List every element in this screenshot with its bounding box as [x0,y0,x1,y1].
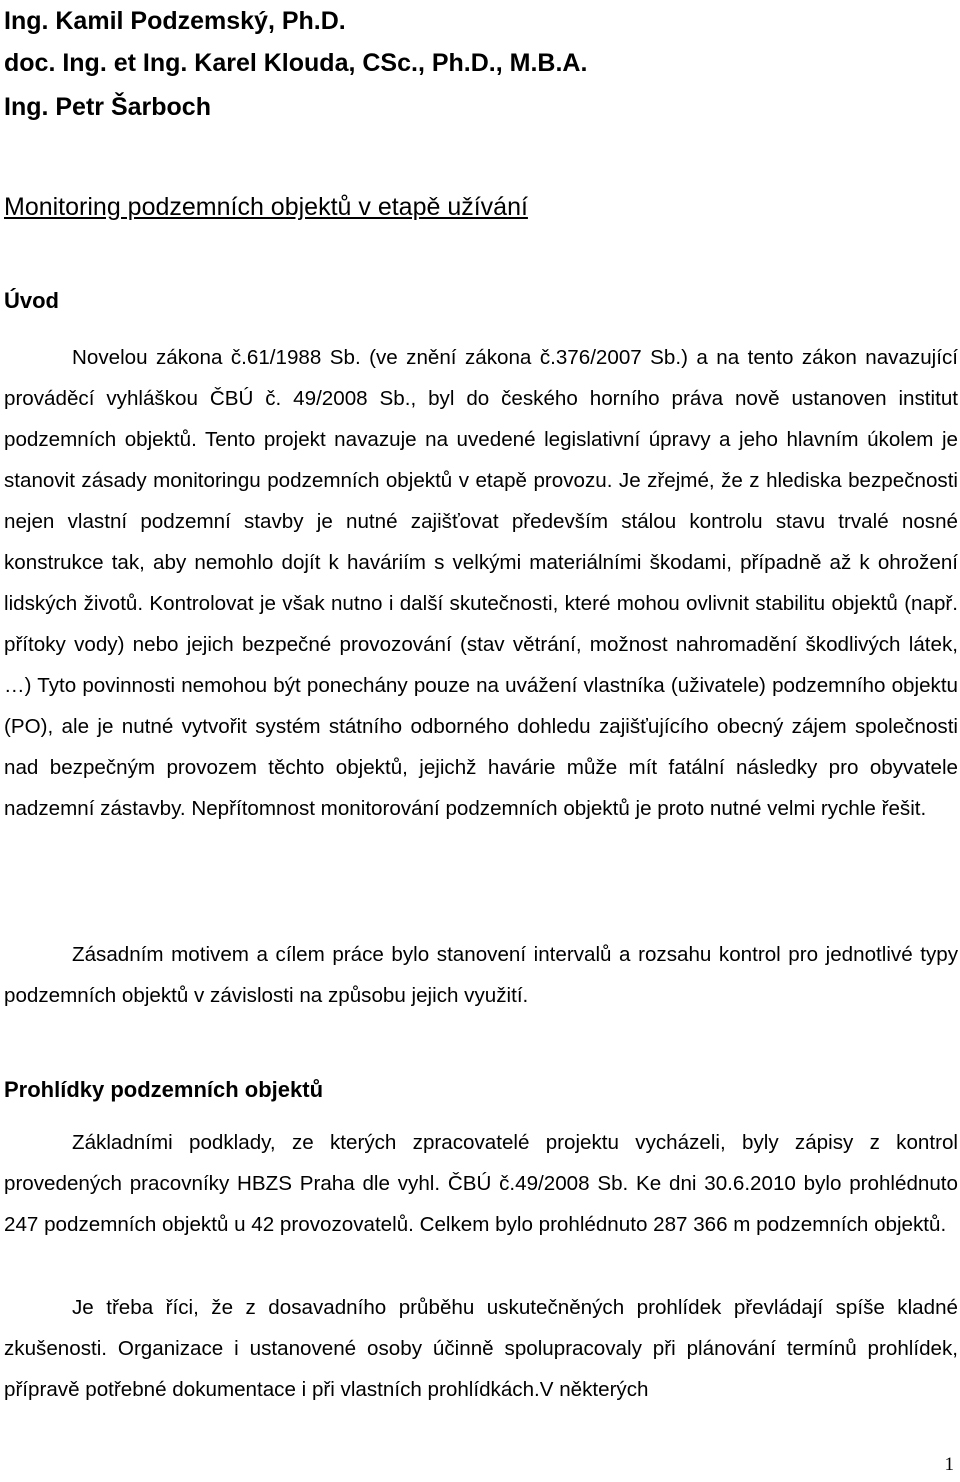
author-3: Ing. Petr Šarboch [4,93,211,121]
author-2: doc. Ing. et Ing. Karel Klouda, CSc., Ph.D., M.B.A. [4,49,588,77]
section-heading-prohlidky: Prohlídky podzemních objektů [4,1077,324,1102]
section-heading-uvod: Úvod [4,288,59,313]
document-title: Monitoring podzemních objektů v etapě užívání [4,193,528,221]
paragraph-intro: Novelou zákona č.61/1988 Sb. (ve znění zákona č.376/2007 Sb.) a na tento zákon navazující prováděcí vyhláškou ČBÚ č. 49/2008 Sb., byl do českého horního práva nově ustanoven institut podzemních objektů. Tento projekt navazuje na uvedené legislativní úpravy a jeho hlavním úkolem je stanovit zásady monitoringu podzemních objektů v etapě provozu. Je zřejmé, že z hlediska bezpečnosti nejen vlastní podzemní stavby je nutné zajišťovat především stálou kontrolu stavu trvalé nosné konstrukce tak, aby nemohlo dojít k haváriím s velkými materiálními škodami, případně až k ohrožení lidských životů. Kontrolovat je však nutno i další skutečnosti, které mohou ovlivnit stabilitu objektů (např. přítoky vody) nebo jejich bezpečné provozování (stav větrání, možnost nahromadění škodlivých látek, …) Tyto povinnosti nemohou být ponechány pouze na uvážení vlastníka (uživatele) podzemního objektu (PO), ale je nutné vytvořit systém státního odborného dohledu zajišťujícího obecný zájem společnosti nad bezpečným provozem těchto objektů, jejichž havárie může mít fatální následky pro obyvatele nadzemní zástavby. Nepřítomnost monitorování podzemních objektů je proto nutné velmi rychle řešit. [4,346,958,820]
paragraph-experience: Je třeba říci, že z dosavadního průběhu uskutečněných prohlídek převládají spíše kladné zkušenosti. Organizace i ustanovené osoby účinně spolupracovaly při plánování termínů prohlídek, přípravě potřebné dokumentace i při vlastních prohlídkách.V některých [4,1296,958,1401]
page-number: 1 [944,1454,954,1475]
paragraph-basis: Základními podklady, ze kterých zpracovatelé projektu vycházeli, byly zápisy z kontrol provedených pracovníky HBZS Praha dle vyhl. ČBÚ č.49/2008 Sb. Ke dni 30.6.2010 bylo prohlédnuto 247 podzemních objektů u 42 provozovatelů. Celkem bylo prohlédnuto 287 366 m podzemních objektů. [4,1131,958,1236]
author-1: Ing. Kamil Podzemský, Ph.D. [4,7,346,35]
paragraph-motive: Zásadním motivem a cílem práce bylo stanovení intervalů a rozsahu kontrol pro jednotlivé typy podzemních objektů v závislosti na způsobu jejich využití. [4,943,958,1007]
